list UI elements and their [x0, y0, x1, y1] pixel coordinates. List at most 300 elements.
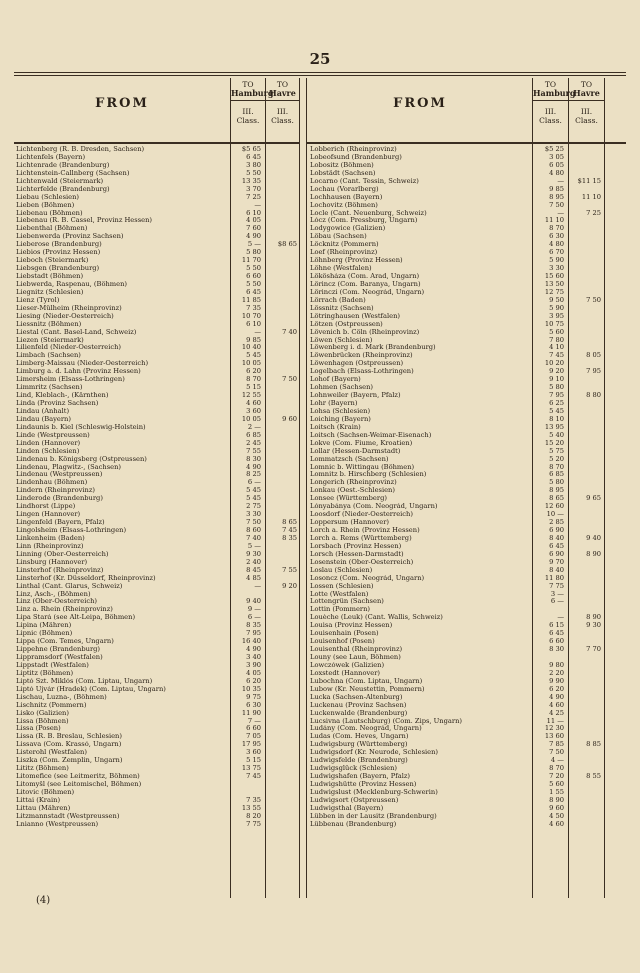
station-name: Lind, Kleblach-, (Kärnthen)	[16, 392, 109, 400]
havre-fare: 8 85	[586, 740, 601, 749]
hamburg-fare: 9 60	[549, 803, 564, 812]
station-name: Lieser-Mülheim (Rheinprovinz)	[16, 304, 122, 312]
hamburg-fare: 6 45	[246, 152, 261, 161]
station-name: Lowczówek (Galizien)	[310, 661, 385, 669]
table-row	[14, 773, 300, 781]
station-name: Linkenheim (Baden)	[16, 534, 85, 542]
station-name: Loppersum (Hannover)	[310, 519, 389, 527]
hamburg-fare: 2 75	[246, 502, 261, 511]
hamburg-fare: 4 60	[549, 700, 564, 709]
station-name: Lippehne (Brandenburg)	[16, 646, 101, 654]
table-row	[306, 194, 626, 202]
hamburg-fare: 3 80	[246, 160, 261, 169]
station-name: Lobeofsund (Brandenburg)	[310, 153, 402, 161]
hamburg-fare: 7 75	[246, 819, 261, 828]
hamburg-fare: 4 60	[246, 399, 261, 407]
hamburg-fare: 6 20	[246, 676, 261, 685]
station-name: Lohof (Bayern)	[310, 376, 361, 384]
hamburg-fare: 5 75	[549, 446, 564, 455]
havre-fare: 8 65	[282, 518, 297, 527]
station-name: Lindau (Anhalt)	[16, 407, 70, 415]
hamburg-fare: 9 20	[549, 367, 564, 376]
hamburg-fare: 5 50	[246, 279, 261, 288]
hamburg-fare: 9 50	[549, 295, 564, 304]
table-row	[306, 511, 626, 519]
table-row	[306, 464, 626, 472]
station-name: Lindenau, Plagwitz-, (Sachsen)	[16, 463, 122, 471]
table-row	[306, 559, 626, 567]
hamburg-fare: 3 90	[246, 660, 261, 669]
table-row	[306, 479, 626, 487]
hamburg-fare: 5 80	[246, 248, 261, 257]
station-name: Lössnitz (Sachsen)	[310, 304, 374, 312]
station-name: Löwenhagen (Ostpreussen)	[310, 360, 404, 368]
havre-fare: 9 65	[586, 494, 601, 503]
station-name: Ludwigsdorf (Kr. Neurode, Schlesien)	[310, 749, 439, 757]
hamburg-fare: 8 10	[549, 414, 564, 423]
station-name: Liebsgen (Brandenburg)	[16, 265, 100, 273]
station-name: Löwen (Schlesien)	[310, 336, 373, 344]
station-name: Louèche (Leuk) (Cant. Wallis, Schweiz)	[310, 614, 443, 622]
hamburg-fare: 5 60	[549, 327, 564, 336]
station-name: Liebenau (Böhmen)	[16, 209, 83, 217]
station-name: Ludas (Com. Heves, Ungarn)	[310, 733, 409, 741]
station-name: Liezen (Steiermark)	[16, 336, 84, 344]
hamburg-fare: 5 15	[246, 756, 261, 765]
top-rule	[14, 72, 626, 73]
hamburg-fare: 5 —	[247, 240, 261, 249]
station-name: Liesing (Nieder-Oesterreich)	[16, 312, 114, 320]
hamburg-fare: 11 10	[544, 216, 564, 225]
page-number: 25	[309, 50, 331, 68]
station-name: Liebenwerda (Provinz Sachsen)	[16, 233, 124, 241]
table-row	[306, 273, 626, 281]
station-name: Liszka (Com. Zemplin, Ungarn)	[16, 757, 123, 765]
station-name: Lippramsdorf (Westfalen)	[16, 654, 103, 661]
hamburg-fare: 10 35	[241, 684, 261, 693]
station-name: Lissa (R. B. Breslau, Schlesien)	[16, 733, 122, 741]
station-name: Litomefice (see Leitmeritz, Böhmen)	[16, 773, 140, 781]
station-name: Lipa Stará (see Alt-Leipa, Böhmen)	[16, 614, 136, 622]
hamburg-fare: 7 75	[549, 581, 564, 590]
station-name: Ludwigsfelde (Brandenburg)	[310, 757, 408, 765]
station-name: Linde (Westpreussen)	[16, 431, 90, 439]
hamburg-fare: 6 20	[549, 684, 564, 693]
table-row	[306, 337, 626, 345]
hamburg-fare: 5 15	[246, 383, 261, 392]
table-row	[306, 591, 626, 599]
hamburg-fare: 13 95	[544, 422, 564, 431]
hamburg-fare: 11 85	[241, 295, 261, 304]
station-name: Lotte (Westfalen)	[310, 590, 369, 598]
from-heading: FROM	[95, 96, 149, 111]
havre-fare: 8 90	[586, 613, 601, 622]
hamburg-fare: 5 45	[549, 406, 564, 415]
table-row	[14, 583, 300, 591]
hamburg-fare: 3 40	[246, 653, 261, 661]
hamburg-fare: 12 30	[544, 724, 564, 733]
from-heading: FROM	[393, 96, 447, 111]
table-row	[306, 265, 626, 273]
hamburg-fare: 7 80	[549, 335, 564, 344]
hamburg-fare: $5 65	[241, 145, 261, 153]
havre-fare: 7 25	[586, 208, 601, 217]
hamburg-fare: 6 30	[549, 232, 564, 241]
table-row	[306, 186, 626, 194]
hamburg-fare: 8 40	[549, 533, 564, 542]
station-name: Linz (Ober-Oesterreich)	[16, 598, 97, 606]
station-name: Lisko (Galizien)	[16, 709, 69, 717]
table-row	[306, 543, 626, 551]
station-name: Löcknitz (Pommern)	[310, 241, 379, 249]
station-name: Lippa (Com. Temes, Ungarn)	[16, 638, 114, 646]
hamburg-fare: 4 60	[549, 819, 564, 828]
table-row	[306, 694, 626, 702]
station-name: Linden (Schlesien)	[16, 447, 80, 455]
station-name: Lischnitz (Pommern)	[16, 701, 87, 709]
table-row	[14, 781, 300, 789]
havre-fare: 9 30	[586, 621, 601, 630]
hamburg-fare: 5 —	[247, 541, 261, 550]
station-name: Lottin (Pommern)	[310, 606, 371, 614]
hamburg-fare: 2 20	[549, 668, 564, 677]
station-name: Lippstadt (Westfalen)	[16, 661, 89, 669]
hamburg-fare: 2 45	[246, 438, 261, 447]
table-row	[306, 392, 626, 400]
station-name: Lottengrün (Sachsen)	[310, 598, 384, 606]
hamburg-fare: 8 90	[549, 795, 564, 804]
table-row	[306, 408, 626, 416]
table-row	[306, 249, 626, 257]
station-name: Lindenhau (Böhmen)	[16, 479, 88, 487]
hamburg-fare: 12 75	[544, 287, 564, 296]
havre-fare: 8 35	[282, 533, 297, 542]
havre-fare: 9 20	[282, 581, 297, 590]
hamburg-fare: 8 40	[549, 565, 564, 574]
station-name: Lipina (Mähren)	[16, 622, 72, 630]
station-name: Liebenthal (Böhmen)	[16, 225, 88, 233]
station-name: Lorch a. Rhein (Provinz Hessen)	[310, 527, 420, 534]
station-name: Litzmannstadt (Westpreussen)	[16, 812, 120, 820]
hamburg-fare: 2 —	[247, 422, 261, 431]
station-name: Losoncz (Com. Neográd, Ungarn)	[310, 574, 425, 582]
hamburg-fare: 8 95	[549, 486, 564, 495]
hamburg-fare: 6 85	[549, 470, 564, 479]
station-name: Lonkau (Oest.-Schlesien)	[310, 487, 395, 495]
station-name: Ludány (Com. Neográd, Ungarn)	[310, 725, 422, 733]
hamburg-fare: 10 75	[544, 319, 564, 328]
station-name: Lörinczi (Com. Neográd, Ungarn)	[310, 288, 425, 296]
hamburg-fare: 11 90	[241, 708, 261, 717]
station-name: Linsterhof (Kr. Düsseldorf, Rheinprovinz)	[16, 574, 156, 582]
station-name: Lörincz (Com. Baranya, Ungarn)	[310, 280, 421, 288]
havre-fare: 9 40	[586, 533, 601, 542]
table-row	[306, 583, 626, 591]
table-row	[306, 686, 626, 694]
table-row	[306, 281, 626, 289]
station-name: Lommatzsch (Sachsen)	[310, 455, 389, 463]
station-name: Lingenfeld (Bayern, Pfalz)	[16, 519, 105, 527]
hamburg-fare: 8 30	[549, 645, 564, 654]
station-name: Lorsch (Hessen-Darmstadt)	[310, 550, 404, 558]
station-name: Ludwigshafen (Bayern, Pfalz)	[310, 773, 410, 781]
station-name: Logelbach (Elsass-Lothringen)	[310, 368, 414, 376]
station-name: Lochovitz (Böhmen)	[310, 201, 378, 209]
hamburg-fare: 3 30	[549, 264, 564, 273]
table-row	[306, 741, 626, 749]
table-row	[306, 289, 626, 297]
table-row	[306, 567, 626, 575]
hamburg-fare: —	[557, 208, 564, 217]
table-header	[14, 78, 300, 144]
left-column-table	[14, 78, 300, 898]
havre-column-header: TO Havre III. Class.	[569, 78, 604, 142]
table-row	[306, 733, 626, 741]
table-row	[306, 638, 626, 646]
hamburg-fare: 9 85	[246, 335, 261, 344]
table-row	[306, 598, 626, 606]
station-name: Littai (Krain)	[16, 796, 61, 804]
hamburg-fare: 6 70	[549, 248, 564, 257]
hamburg-fare: 6 60	[246, 272, 261, 280]
station-name: Lochhausen (Bayern)	[310, 193, 383, 201]
station-name: Luckenwalde (Brandenburg)	[310, 709, 408, 717]
station-name: Lobstädt (Sachsen)	[310, 169, 376, 177]
table-row	[306, 622, 626, 630]
hamburg-fare: 4 90	[246, 645, 261, 654]
hamburg-fare: 9 75	[246, 692, 261, 701]
table-row	[306, 360, 626, 368]
station-name: Liptó Ujvár (Hradek) (Com. Liptau, Ungarn)	[16, 685, 166, 693]
station-name: Limberg-Maissau (Nieder-Oesterreich)	[16, 360, 149, 368]
table-row	[306, 710, 626, 718]
hamburg-fare: 8 45	[246, 565, 261, 574]
station-name: Lissa (Böhmen)	[16, 717, 69, 725]
hamburg-fare: 8 95	[549, 192, 564, 201]
hamburg-fare: 6 —	[247, 478, 261, 487]
hamburg-fare: 1 55	[549, 787, 564, 796]
station-name: Lövenich b. Cöln (Rheinprovinz)	[310, 328, 420, 336]
hamburg-fare: 8 70	[549, 462, 564, 471]
hamburg-fare: 7 50	[549, 200, 564, 209]
station-name: Louny (see Laun, Böhmen)	[310, 654, 401, 661]
table-row	[306, 551, 626, 559]
hamburg-fare: 6 20	[246, 367, 261, 376]
table-row	[306, 519, 626, 527]
station-name: Lohsa (Schlesien)	[310, 407, 371, 415]
right-rows	[306, 146, 626, 829]
hamburg-fare: 10 05	[241, 359, 261, 368]
station-name: Lubochna (Com. Liptau, Ungarn)	[310, 677, 423, 685]
station-name: Liebau (Schlesien)	[16, 193, 80, 201]
hamburg-fare: 8 70	[549, 224, 564, 233]
hamburg-fare: 4 10	[549, 343, 564, 352]
station-name: Locarno (Cant. Tessin, Schweiz)	[310, 177, 419, 185]
station-name: Lindenau b. Königsberg (Ostpreussen)	[16, 455, 147, 463]
table-row	[306, 368, 626, 376]
station-name: Lienz (Tyrol)	[16, 296, 60, 304]
hamburg-fare: 7 25	[246, 192, 261, 201]
table-row	[306, 654, 626, 662]
station-name: Lónyabánya (Com. Neográd, Ungarn)	[310, 503, 438, 511]
hamburg-fare: 7 85	[549, 740, 564, 749]
table-row	[306, 432, 626, 440]
hamburg-fare: 3 —	[550, 589, 564, 598]
station-name: Lomnic b. Wittingau (Böhmen)	[310, 463, 415, 471]
table-row	[306, 781, 626, 789]
hamburg-fare: 8 25	[246, 470, 261, 479]
table-row	[306, 210, 626, 218]
hamburg-fare: 10 05	[241, 414, 261, 423]
table-row	[306, 297, 626, 305]
hamburg-fare: 15 60	[544, 272, 564, 280]
station-name: Ludwigsthal (Bayern)	[310, 804, 384, 812]
hamburg-fare: 4 80	[549, 168, 564, 177]
table-row	[306, 440, 626, 448]
hamburg-fare: 2 40	[246, 557, 261, 566]
hamburg-fare: 11 70	[241, 256, 261, 265]
hamburg-fare: 5 60	[549, 780, 564, 788]
station-name: Löhnberg (Provinz Hessen)	[310, 257, 403, 265]
hamburg-fare: 5 45	[246, 486, 261, 495]
table-row	[306, 487, 626, 495]
station-name: Linderode (Brandenburg)	[16, 495, 103, 503]
table-row	[306, 606, 626, 614]
hamburg-fare: 5 80	[549, 383, 564, 392]
hamburg-fare: 3 05	[549, 152, 564, 161]
table-row	[306, 765, 626, 773]
havre-column-header: TO Havre III. Class.	[266, 78, 299, 142]
table-row	[306, 797, 626, 805]
station-name: Lorsbach (Provinz Hessen)	[310, 542, 402, 550]
hamburg-fare: 8 30	[246, 454, 261, 463]
station-name: Loef (Rheinprovinz)	[310, 249, 378, 257]
station-name: Lorch a. Rems (Württemberg)	[310, 534, 412, 542]
havre-fare: 7 55	[282, 565, 297, 574]
station-name: Losenstein (Ober-Oesterreich)	[310, 558, 414, 566]
table-row	[306, 321, 626, 329]
hamburg-fare: 6 —	[550, 597, 564, 606]
station-name: Loxstedt (Hannover)	[310, 669, 381, 677]
hamburg-fare: 5 80	[549, 478, 564, 487]
table-row	[306, 718, 626, 726]
hamburg-fare: 7 55	[246, 446, 261, 455]
hamburg-fare: 10 70	[241, 311, 261, 320]
station-name: Lötringhausen (Westfalen)	[310, 312, 400, 320]
station-name: Lollar (Hessen-Darmstadt)	[310, 447, 401, 455]
hamburg-fare: 9 —	[247, 605, 261, 614]
station-name: Lichtenfels (Bayern)	[16, 153, 86, 161]
station-name: Lindern (Rheinprovinz)	[16, 487, 95, 495]
table-row	[14, 821, 300, 829]
havre-fare: 7 45	[282, 526, 297, 534]
station-name: Liebenau (R. B. Cassel, Provinz Hessen)	[16, 217, 153, 225]
table-row	[306, 527, 626, 535]
station-name: Lititz (Böhmen)	[16, 765, 69, 773]
hamburg-fare: 8 70	[549, 764, 564, 773]
station-name: Liptitz (Böhmen)	[16, 669, 74, 677]
hamburg-fare: 17 95	[241, 740, 261, 749]
hamburg-fare: 12 60	[544, 502, 564, 511]
hamburg-fare: 10 —	[546, 510, 564, 519]
hamburg-fare: 10 20	[544, 359, 564, 368]
hamburg-fare: 4 90	[549, 692, 564, 701]
hamburg-fare: 4 90	[246, 232, 261, 241]
hamburg-fare: 5 50	[246, 168, 261, 177]
station-name: Lnianno (Westpreussen)	[16, 820, 99, 828]
hamburg-column-header: TO Hamburg III. Class.	[231, 80, 274, 125]
table-row	[306, 702, 626, 710]
station-name: Litomyšl (see Leitomischel, Böhmen)	[16, 781, 142, 788]
hamburg-fare: 6 90	[549, 526, 564, 534]
hamburg-fare: 6 45	[246, 287, 261, 296]
table-row	[306, 535, 626, 543]
table-row	[306, 305, 626, 313]
hamburg-column-header: TO Hamburg III. Class.	[533, 80, 576, 125]
hamburg-fare: 8 60	[246, 526, 261, 534]
hamburg-fare: 5 45	[246, 351, 261, 360]
station-name: Löhne (Westfalen)	[310, 265, 372, 273]
station-name: Lodygowice (Galizien)	[310, 225, 386, 233]
station-name: Limbach (Sachsen)	[16, 352, 81, 360]
station-name: Ludwigsburg (Württemberg)	[310, 741, 408, 749]
station-name: Lissava (Com. Krassó, Ungarn)	[16, 741, 122, 749]
station-name: Lökösháza (Com. Arad, Ungarn)	[310, 273, 420, 280]
station-name: Linsburg (Hannover)	[16, 558, 88, 566]
table-row	[306, 757, 626, 765]
table-row	[306, 471, 626, 479]
hamburg-fare: —	[254, 200, 261, 209]
hamburg-fare: 6 25	[549, 399, 564, 407]
station-name: Lieberose (Brandenburg)	[16, 241, 102, 249]
hamburg-fare: 6 —	[247, 613, 261, 622]
station-name: Longerich (Rheinprovinz)	[310, 479, 397, 487]
station-name: Linn (Rheinprovinz)	[16, 542, 84, 550]
station-name: Lindhorst (Lippe)	[16, 503, 76, 511]
station-name: Lucsivna (Lautschburg) (Com. Zips, Ungarn)	[310, 717, 462, 725]
hamburg-fare: 4 90	[246, 462, 261, 471]
table-row	[306, 257, 626, 265]
hamburg-fare: —	[557, 613, 564, 622]
station-name: Linden (Hannover)	[16, 439, 81, 447]
hamburg-fare: 13 50	[544, 279, 564, 288]
hamburg-fare: 7 60	[246, 224, 261, 233]
station-name: Löwenberg i. d. Mark (Brandenburg)	[310, 344, 436, 352]
station-name: Löwenbrücken (Rheinprovinz)	[310, 352, 413, 360]
hamburg-fare: 5 50	[246, 264, 261, 273]
station-name: Lischau, Luzna-, (Böhmen)	[16, 693, 107, 701]
station-name: Linz, Asch-, (Böhmen)	[16, 590, 91, 598]
hamburg-fare: 7 45	[246, 772, 261, 781]
table-row	[306, 646, 626, 654]
station-name: Lieboch (Steiermark)	[16, 257, 89, 265]
table-row	[306, 416, 626, 424]
hamburg-fare: 9 85	[549, 184, 564, 193]
havre-fare: 8 80	[586, 391, 601, 400]
station-name: Linz a. Rhein (Rheinprovinz)	[16, 606, 113, 614]
hamburg-fare: 9 80	[549, 660, 564, 669]
table-row	[306, 225, 626, 233]
hamburg-fare: 6 45	[549, 541, 564, 550]
hamburg-fare: 11 —	[546, 716, 564, 725]
hamburg-fare: 7 35	[246, 795, 261, 804]
station-name: Lichtenstein-Callnberg (Sachsen)	[16, 169, 130, 177]
hamburg-fare: 8 20	[246, 811, 261, 820]
hamburg-fare: 9 30	[246, 549, 261, 558]
station-name: Liegnitz (Schlesien)	[16, 288, 84, 296]
station-name: Linthal (Cant. Glarus, Schweiz)	[16, 582, 123, 590]
station-name: Loslau (Schlesien)	[310, 566, 373, 574]
